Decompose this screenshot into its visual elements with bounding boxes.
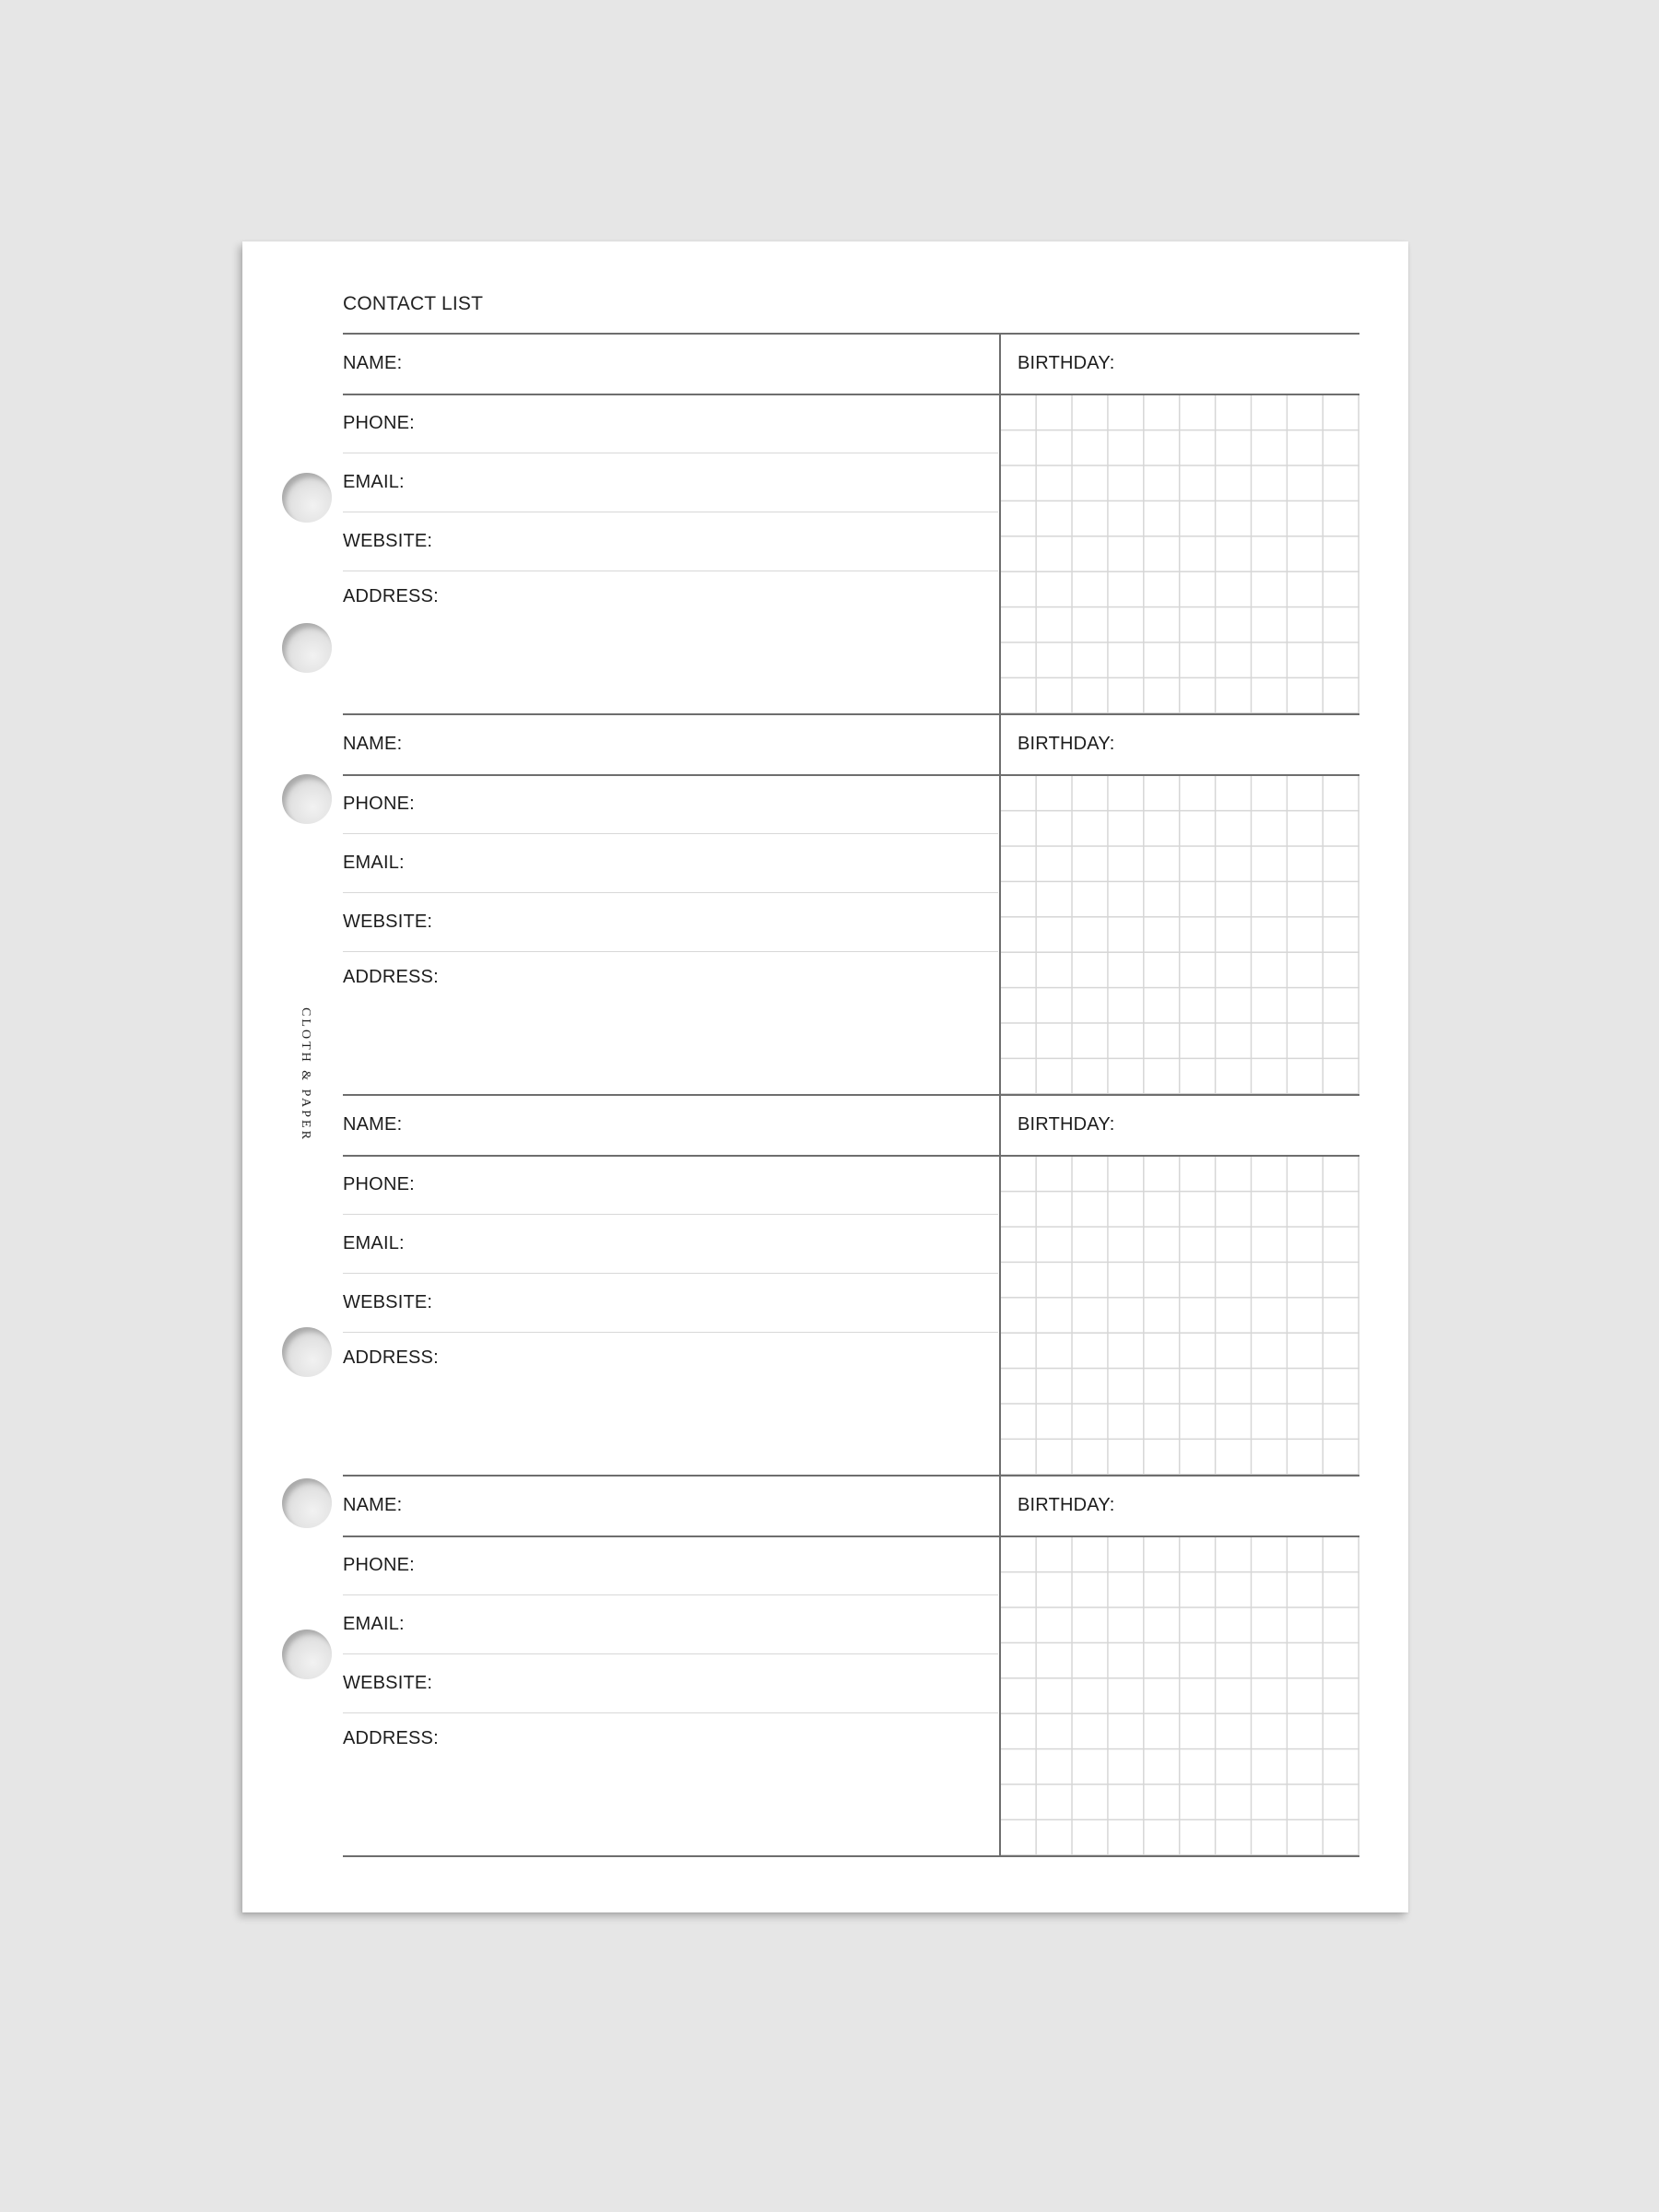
phone-label: PHONE: [343,413,415,433]
punch-hole [282,774,332,824]
address-label: ADDRESS: [343,1347,439,1368]
email-label: EMAIL: [343,1233,405,1253]
field-line [343,1332,998,1333]
birthday-label: BIRTHDAY: [1018,734,1115,754]
name-row [343,1096,1359,1157]
field-line [343,833,998,834]
website-label: WEBSITE: [343,1292,433,1312]
punch-hole [282,1327,332,1377]
punch-hole [282,1478,332,1528]
phone-label: PHONE: [343,1555,415,1575]
field-line [343,1214,998,1215]
website-label: WEBSITE: [343,531,433,551]
website-label: WEBSITE: [343,912,433,932]
punch-hole [282,473,332,523]
card-divider [343,1855,1359,1857]
name-row [343,1477,1359,1537]
address-label: ADDRESS: [343,1728,439,1748]
address-label: ADDRESS: [343,967,439,987]
name-row [343,335,1359,395]
field-line [343,951,998,952]
name-label: NAME: [343,1495,403,1515]
birthday-label: BIRTHDAY: [1018,353,1115,373]
name-label: NAME: [343,1114,403,1135]
page-title: CONTACT LIST [343,293,484,314]
phone-label: PHONE: [343,1174,415,1194]
field-line [343,892,998,893]
contact-card [343,335,1359,715]
email-label: EMAIL: [343,1614,405,1634]
brand-mark: CLOTH & PAPER [299,1007,312,1142]
punch-hole [282,1630,332,1679]
field-line [343,1712,998,1713]
notes-grid [1001,1157,1359,1475]
punch-hole [282,623,332,673]
birthday-label: BIRTHDAY: [1018,1114,1115,1135]
name-label: NAME: [343,353,403,373]
contact-card [343,715,1359,1096]
contact-card [343,1477,1359,1857]
name-label: NAME: [343,734,403,754]
phone-label: PHONE: [343,794,415,814]
notes-grid [1001,1537,1359,1855]
website-label: WEBSITE: [343,1673,433,1693]
planner-sheet [242,241,1408,1912]
notes-grid [1001,776,1359,1094]
email-label: EMAIL: [343,853,405,873]
contact-card [343,1096,1359,1477]
address-label: ADDRESS: [343,586,439,606]
notes-grid [1001,395,1359,713]
field-line [343,1594,998,1595]
name-row [343,715,1359,776]
field-line [343,1273,998,1274]
email-label: EMAIL: [343,472,405,492]
field-line [343,1653,998,1654]
birthday-label: BIRTHDAY: [1018,1495,1115,1515]
